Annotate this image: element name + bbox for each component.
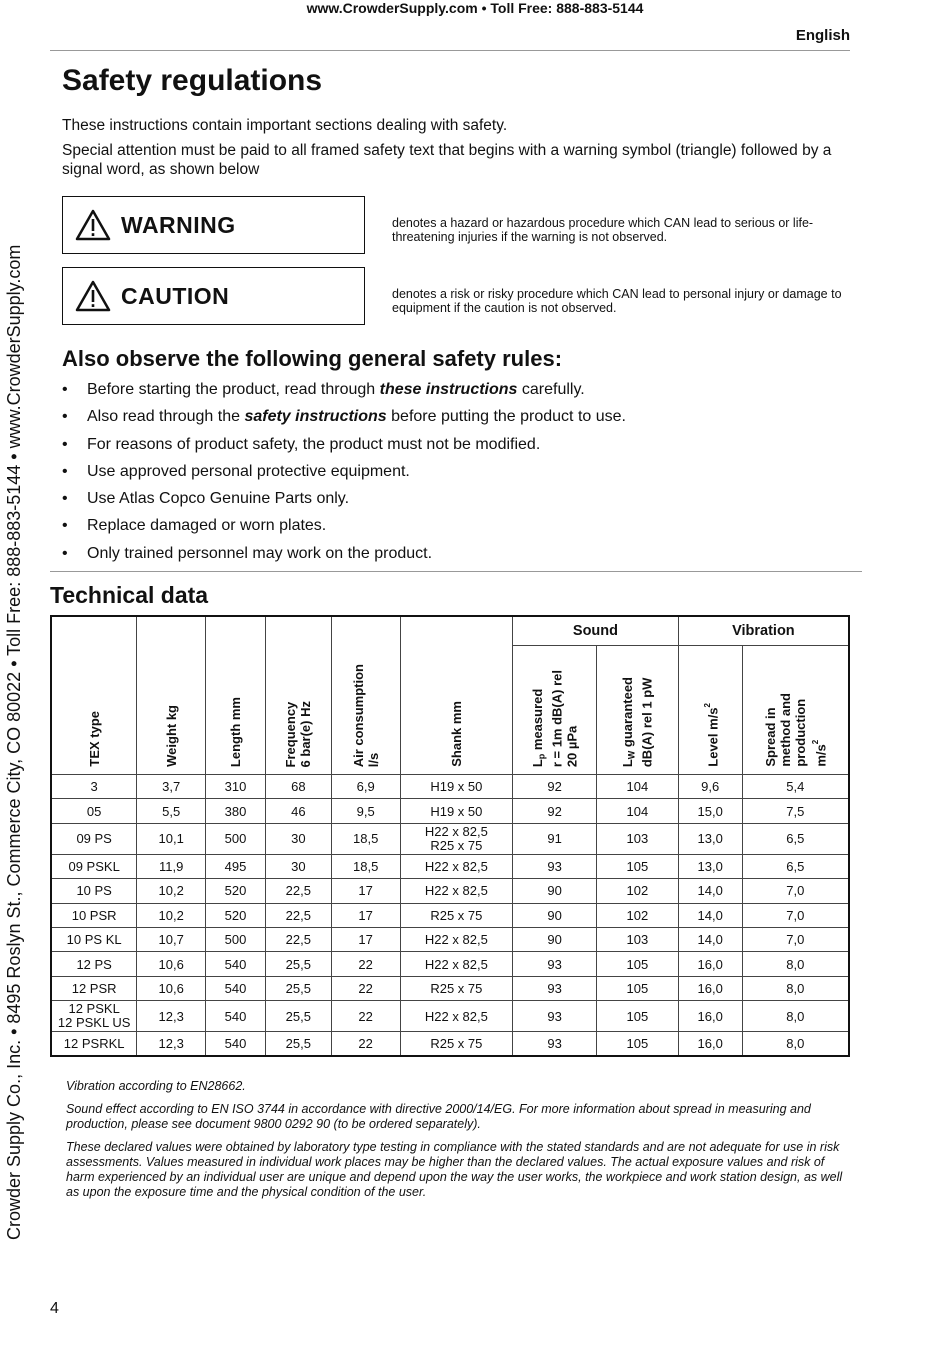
header-url-line: www.CrowderSupply.com • Toll Free: 888-883-5144 — [306, 0, 644, 16]
table-row — [51, 854, 849, 878]
table-cell-weight: 12,3 — [137, 1001, 206, 1032]
table-cell-spread: 7,5 — [742, 799, 849, 823]
table-cell-lp: 93 — [513, 1032, 597, 1056]
table-cell-spread: 8,0 — [742, 1032, 849, 1056]
language-label: English — [795, 27, 850, 44]
table-cell-level: 13,0 — [678, 823, 742, 854]
table-row — [51, 1032, 849, 1056]
list-item: • Replace damaged or worn plates. — [62, 512, 862, 539]
list-item: • For reasons of product safety, the product must not be modified. — [62, 431, 862, 458]
header-group-vibration: Vibration — [678, 616, 849, 646]
table-row — [51, 976, 849, 1000]
table-cell-lw: 105 — [597, 1001, 679, 1032]
table-cell-freq: 22,5 — [265, 903, 331, 927]
table-cell-weight: 12,3 — [137, 1032, 206, 1056]
side-contact-text: Crowder Supply Co., Inc. • 8495 Roslyn St., Commerce City, CO 80022 • Toll Free: 888-883-5144 • www.CrowderSupply.com — [4, 244, 24, 1240]
table-cell-shank: R25 x 75 — [400, 1032, 513, 1056]
table-cell-shank: H19 x 50 — [400, 775, 513, 799]
table-row — [51, 775, 849, 799]
table-cell-weight: 10,2 — [137, 903, 206, 927]
table-cell-lp: 90 — [513, 879, 597, 903]
table-cell-lp: 93 — [513, 976, 597, 1000]
table-cell-spread: 7,0 — [742, 903, 849, 927]
table-cell-freq: 30 — [265, 854, 331, 878]
table-cell-lp: 90 — [513, 903, 597, 927]
table-cell-weight: 11,9 — [137, 854, 206, 878]
table-cell-level: 16,0 — [678, 1032, 742, 1056]
table-cell-air: 17 — [331, 903, 400, 927]
safety-intro-1: These instructions contain important sections dealing with safety. — [62, 117, 508, 134]
table-cell-freq: 68 — [265, 775, 331, 799]
table-cell-type: 10 PS — [51, 879, 137, 903]
table-cell-freq: 25,5 — [265, 1032, 331, 1056]
table-cell-length: 540 — [206, 1001, 266, 1032]
table-cell-spread: 8,0 — [742, 976, 849, 1000]
page-number: 4 — [50, 1300, 59, 1317]
table-cell-freq: 25,5 — [265, 1001, 331, 1032]
table-cell-shank: H22 x 82,5 — [400, 854, 513, 878]
table-cell-lw: 103 — [597, 823, 679, 854]
note-vibration: Vibration according to EN28662. — [66, 1079, 246, 1093]
warning-triangle-icon — [75, 209, 111, 241]
table-cell-level: 16,0 — [678, 976, 742, 1000]
table-cell-type: 12 PS — [51, 952, 137, 976]
table-row — [51, 927, 849, 951]
top-divider — [50, 50, 850, 51]
caution-description: denotes a risk or risky procedure which CAN lead to personal injury or damage to equipment if the caution is not observed. — [392, 287, 842, 315]
table-cell-length: 500 — [206, 823, 266, 854]
header-tex-type: TEX type — [51, 616, 137, 775]
table-cell-shank: H22 x 82,5 R25 x 75 — [400, 823, 513, 854]
table-cell-spread: 6,5 — [742, 823, 849, 854]
table-cell-level: 16,0 — [678, 1001, 742, 1032]
list-item: • Only trained personnel may work on the product. — [62, 540, 862, 567]
table-cell-air: 17 — [331, 927, 400, 951]
table-cell-type: 09 PS — [51, 823, 137, 854]
table-cell-shank: H22 x 82,5 — [400, 952, 513, 976]
list-item: • Also read through the safety instructions before putting the product to use. — [62, 403, 862, 430]
table-cell-air: 18,5 — [331, 854, 400, 878]
table-cell-type: 3 — [51, 775, 137, 799]
table-cell-lp: 93 — [513, 1001, 597, 1032]
table-cell-lw: 104 — [597, 775, 679, 799]
table-cell-lp: 92 — [513, 799, 597, 823]
rules-title: Also observe the following general safety rules: — [62, 346, 563, 371]
table-cell-lw: 105 — [597, 976, 679, 1000]
table-cell-length: 540 — [206, 952, 266, 976]
table-cell-air: 22 — [331, 952, 400, 976]
safety-rules-list — [62, 376, 862, 567]
table-cell-air: 17 — [331, 879, 400, 903]
list-item: • Use approved personal protective equipment. — [62, 458, 862, 485]
table-cell-type: 10 PS KL — [51, 927, 137, 951]
table-cell-lp: 93 — [513, 952, 597, 976]
list-item: • Use Atlas Copco Genuine Parts only. — [62, 485, 862, 512]
table-cell-length: 380 — [206, 799, 266, 823]
table-cell-weight: 10,7 — [137, 927, 206, 951]
table-cell-type: 10 PSR — [51, 903, 137, 927]
warning-signal-word: WARNING — [121, 211, 236, 238]
table-cell-freq: 25,5 — [265, 976, 331, 1000]
table-cell-shank: R25 x 75 — [400, 903, 513, 927]
table-cell-weight: 10,6 — [137, 976, 206, 1000]
technical-data-title: Technical data — [50, 582, 209, 608]
warning-description: denotes a hazard or hazardous procedure which CAN lead to serious or life-threatening injuries if the warning is not observed. — [392, 216, 814, 244]
table-cell-spread: 7,0 — [742, 879, 849, 903]
header-vibration-spread: Spread in method and production $m/s^2$ — [742, 646, 849, 775]
technical-data-body — [51, 775, 849, 1057]
table-cell-spread: 7,0 — [742, 927, 849, 951]
table-cell-weight: 10,6 — [137, 952, 206, 976]
table-cell-lp: 92 — [513, 775, 597, 799]
table-cell-spread: 8,0 — [742, 952, 849, 976]
table-cell-spread: 6,5 — [742, 854, 849, 878]
table-cell-length: 540 — [206, 976, 266, 1000]
table-cell-lw: 104 — [597, 799, 679, 823]
warning-box — [62, 196, 365, 254]
header-air-consumption: Air consumption l/s — [331, 616, 400, 775]
table-cell-level: 13,0 — [678, 854, 742, 878]
caution-signal-word: CAUTION — [121, 282, 230, 309]
table-cell-lw: 103 — [597, 927, 679, 951]
table-cell-length: 520 — [206, 879, 266, 903]
header-vibration-level: Level $m/s^2$ — [678, 646, 742, 775]
table-cell-lp: 90 — [513, 927, 597, 951]
table-row — [51, 879, 849, 903]
table-row — [51, 1001, 849, 1032]
header-frequency: Frequency 6 bar(e) Hz — [265, 616, 331, 775]
table-cell-type: 09 PSKL — [51, 854, 137, 878]
list-item: • Before starting the product, read through these instructions carefully. — [62, 376, 862, 403]
table-cell-length: 500 — [206, 927, 266, 951]
table-row — [51, 799, 849, 823]
header-lw-guaranteed: $L_W$ guaranteed dB(A) rel 1 pW — [597, 646, 679, 775]
table-cell-shank: R25 x 75 — [400, 976, 513, 1000]
table-cell-lw: 105 — [597, 854, 679, 878]
table-cell-length: 520 — [206, 903, 266, 927]
table-cell-freq: 22,5 — [265, 927, 331, 951]
table-cell-level: 16,0 — [678, 952, 742, 976]
table-row — [51, 823, 849, 854]
table-cell-type: 12 PSR — [51, 976, 137, 1000]
table-cell-weight: 10,2 — [137, 879, 206, 903]
header-length: Length mm — [206, 616, 266, 775]
table-cell-lw: 105 — [597, 1032, 679, 1056]
table-cell-lw: 102 — [597, 903, 679, 927]
caution-triangle-icon — [75, 280, 111, 312]
header-group-sound: Sound — [513, 616, 679, 646]
section-divider — [50, 571, 862, 572]
table-cell-air: 22 — [331, 976, 400, 1000]
table-cell-type: 12 PSRKL — [51, 1032, 137, 1056]
header-lp-measured: $L_p$ measured r = 1m dB(A) rel 20 µPa — [513, 646, 597, 775]
note-sound: Sound effect according to EN ISO 3744 in accordance with directive 2000/14/EG. For more information about spread in measuring and production, please see document 9800 0292 90 (to be ordered separately). — [66, 1102, 811, 1131]
table-cell-air: 22 — [331, 1001, 400, 1032]
table-cell-freq: 30 — [265, 823, 331, 854]
table-row — [51, 952, 849, 976]
table-cell-lw: 102 — [597, 879, 679, 903]
table-cell-lp: 91 — [513, 823, 597, 854]
safety-title: Safety regulations — [62, 64, 323, 97]
table-cell-level: 14,0 — [678, 903, 742, 927]
table-cell-length: 495 — [206, 854, 266, 878]
table-cell-level: 14,0 — [678, 927, 742, 951]
table-cell-weight: 10,1 — [137, 823, 206, 854]
header-shank: Shank mm — [400, 616, 513, 775]
note-declared-values: These declared values were obtained by laboratory type testing in compliance with the stated standards and are not adequate for use in risk assessments. Values measured in individual work places may be higher than the declared values. The actual exposure values and risk of harm experienced by an individual user are unique and depend upon the way the user works, the workpiece and work station design, as well as upon the exposure time and the physical condition of the user. — [66, 1140, 843, 1199]
technical-data-table — [50, 615, 850, 1057]
table-cell-freq: 25,5 — [265, 952, 331, 976]
table-cell-air: 22 — [331, 1032, 400, 1056]
table-cell-lp: 93 — [513, 854, 597, 878]
table-cell-shank: H22 x 82,5 — [400, 1001, 513, 1032]
table-cell-weight: 5,5 — [137, 799, 206, 823]
table-cell-length: 540 — [206, 1032, 266, 1056]
table-cell-shank: H19 x 50 — [400, 799, 513, 823]
table-cell-type: 05 — [51, 799, 137, 823]
table-cell-level: 15,0 — [678, 799, 742, 823]
table-cell-level: 9,6 — [678, 775, 742, 799]
table-cell-shank: H22 x 82,5 — [400, 879, 513, 903]
table-cell-freq: 46 — [265, 799, 331, 823]
table-cell-type: 12 PSKL 12 PSKL US — [51, 1001, 137, 1032]
table-cell-weight: 3,7 — [137, 775, 206, 799]
table-cell-freq: 22,5 — [265, 879, 331, 903]
table-cell-air: 6,9 — [331, 775, 400, 799]
safety-intro-2: Special attention must be paid to all framed safety text that begins with a warning symbol (triangle) followed by a signal word, as shown below — [62, 142, 832, 178]
header-weight: Weight kg — [137, 616, 206, 775]
table-cell-spread: 5,4 — [742, 775, 849, 799]
table-cell-air: 9,5 — [331, 799, 400, 823]
table-row — [51, 903, 849, 927]
table-cell-air: 18,5 — [331, 823, 400, 854]
table-cell-lw: 105 — [597, 952, 679, 976]
table-cell-level: 14,0 — [678, 879, 742, 903]
table-cell-spread: 8,0 — [742, 1001, 849, 1032]
caution-box — [62, 267, 365, 325]
table-cell-shank: H22 x 82,5 — [400, 927, 513, 951]
table-cell-length: 310 — [206, 775, 266, 799]
